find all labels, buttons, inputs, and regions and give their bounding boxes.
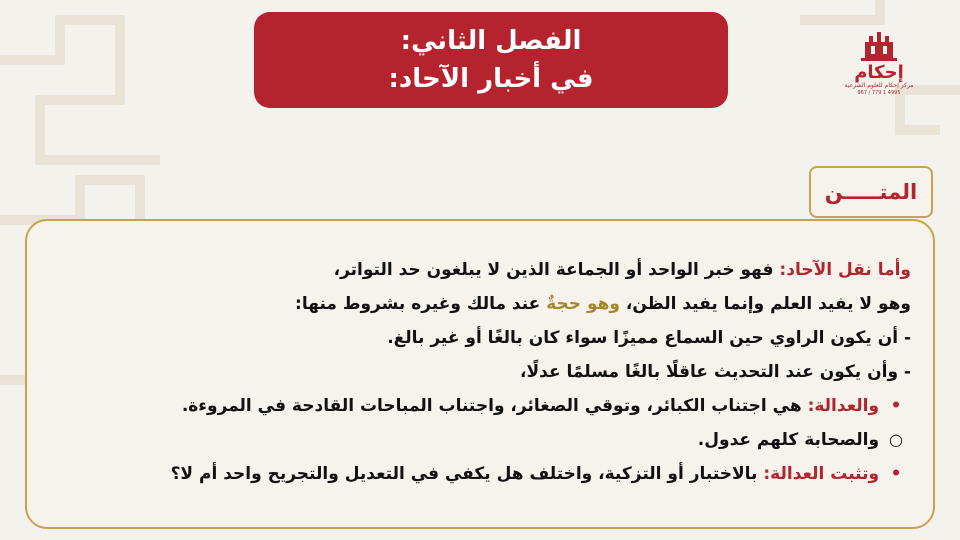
ihkam-logo (844, 28, 914, 98)
term-thubut-adalah: وتثبت العدالة: (763, 464, 880, 484)
text-line-2 (45, 287, 911, 321)
text-line-5 (45, 389, 911, 423)
logo-number: 967 / 779 1 4995 (857, 90, 901, 96)
term-adalah: والعدالة: (807, 396, 880, 416)
line5-text: هي اجتناب الكبائر، وتوقي الصغائر، واجتناب المباحات القادحة في المروءة. (181, 396, 808, 416)
term-ahad-transmission: وأما نقل الآحاد: (779, 260, 911, 280)
chapter-title: الفصل الثاني: (400, 26, 582, 56)
bullet-circle-icon: ○ (889, 430, 903, 449)
highlight-hujjah: وهو حجةٌ (546, 294, 620, 314)
text-line-7 (45, 457, 911, 491)
line3-text: - أن يكون الراوي حين السماع مميزًا سواء كان بالغًا أو غير بالغ. (387, 328, 911, 348)
line2-text-a: وهو لا يفيد العلم وإنما يفيد الظن، (619, 294, 911, 314)
text-line-3 (45, 321, 911, 355)
bullet-dot-icon: • (890, 464, 902, 484)
matn-content-box (25, 219, 935, 529)
logo-subtitle: مركز إحكام للعلوم الشرعية (844, 82, 914, 89)
logo-name: إحكام (854, 62, 904, 83)
bullet-dot-icon: • (890, 396, 902, 416)
text-line-6 (45, 423, 911, 457)
building-icon (859, 28, 899, 64)
line1-text: فهو خبر الواحد أو الجماعة الذين لا يبلغون حد التواتر، (333, 260, 780, 280)
line4-text: - وأن يكون عند التحديث عاقلًا بالغًا مسلمًا عدلًا، (520, 362, 911, 382)
section-tab-matn (809, 166, 933, 218)
text-line-1 (45, 253, 911, 287)
line7-text: بالاختبار أو التزكية، واختلف هل يكفي في التعديل والتجريح واحد أم لا؟ (170, 464, 764, 484)
chapter-subtitle: في أخبار الآحاد: (388, 64, 594, 94)
section-tab-label: المتـــــن (824, 180, 918, 204)
line6-text: والصحابة كلهم عدول. (697, 430, 880, 450)
text-line-4 (45, 355, 911, 389)
chapter-title-banner (254, 12, 728, 108)
line2-text-b: عند مالك وغيره بشروط منها: (295, 294, 547, 314)
